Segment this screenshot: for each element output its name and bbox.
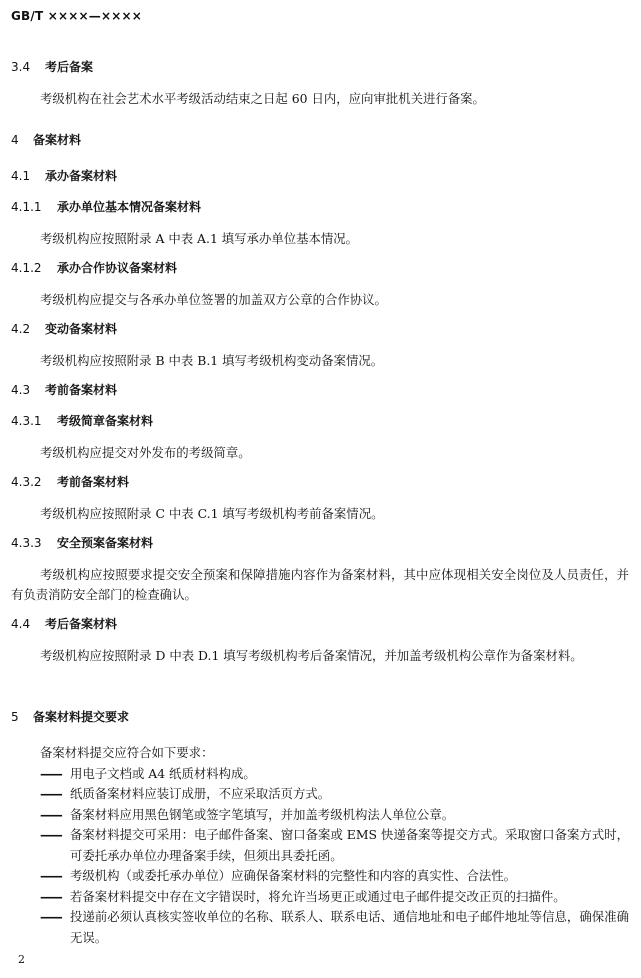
paragraph-change-filing: 考级机构应按照附录 B 中表 B.1 填写考级机构变动备案情况。: [40, 353, 384, 368]
dash-bullet: ——: [40, 909, 61, 924]
section-number: 4.3.2: [11, 475, 42, 489]
dash-bullet: ——: [40, 806, 61, 822]
section-heading-4-3-3: [11, 536, 153, 550]
section-number: 4.1.1: [11, 200, 42, 214]
section-number: 4.1.2: [11, 261, 42, 275]
section-heading-4-2: [11, 322, 117, 336]
section-heading-4-3-2: [11, 475, 129, 489]
section-number: 4.4: [11, 617, 31, 631]
dash-bullet: ——: [40, 786, 61, 801]
paragraph-safety-plan: 考级机构应按照要求提交安全预案和保障措施内容作为备案材料，其中应体现相关安全岗位及人员责任，并有负责消防安全部门的检查确认。: [11, 567, 629, 602]
list-item-text: 纸质备案材料应装订成册，不应采取活页方式。: [70, 786, 331, 801]
list-item: [11, 784, 629, 805]
paragraph-pre-exam-filing: 考级机构应按照附录 C 中表 C.1 填写考级机构考前备案情况。: [40, 506, 384, 521]
dash-bullet: ——: [40, 888, 61, 904]
list-item: [11, 907, 629, 948]
section-number: 4.3.1: [11, 414, 42, 428]
requirements-intro: 备案材料提交应符合如下要求：: [40, 745, 214, 760]
section-heading-5: [11, 710, 129, 724]
list-item: [11, 866, 629, 887]
list-item-text: 投递前必须认真核实签收单位的名称、联系人、联系电话、通信地址和电子邮件地址等信息，确保准确无误。: [70, 909, 629, 945]
paragraph-host-unit-info: 考级机构应按照附录 A 中表 A.1 填写承办单位基本情况。: [40, 231, 359, 246]
section-heading-3-4: [11, 60, 93, 74]
section-number: 4.3.3: [11, 536, 42, 550]
section-title: 考级简章备案材料: [57, 414, 154, 428]
dash-bullet: ——: [40, 765, 61, 781]
section-heading-4-3: [11, 383, 117, 397]
page-number: 2: [18, 953, 25, 966]
section-title: 考后备案: [45, 60, 94, 74]
section-title: 安全预案备案材料: [57, 536, 154, 550]
section-title: 考前备案材料: [45, 383, 118, 397]
list-item-text: 若备案材料提交中存在文字错误时，将允许当场更正或通过电子邮件提交改正页的扫描件。: [70, 888, 566, 904]
section-heading-4-3-1: [11, 414, 153, 428]
list-item: [11, 805, 629, 826]
section-title: 考后备案材料: [45, 617, 118, 631]
list-item: [11, 825, 629, 866]
paragraph-post-exam-filing: 考级机构在社会艺术水平考级活动结束之日起 60 日内，应向审批机关进行备案。: [40, 91, 485, 106]
section-number: 4.1: [11, 169, 31, 183]
section-title: 考前备案材料: [57, 475, 130, 489]
paragraph-post-exam-materials: 考级机构应按照附录 D 中表 D.1 填写考级机构考后备案情况，并加盖考级机构公章作为备案材料。: [40, 648, 583, 663]
paragraph-exam-brochure: 考级机构应提交对外发布的考级简章。: [40, 445, 251, 460]
section-title: 变动备案材料: [45, 322, 118, 336]
section-title: 承办合作协议备案材料: [57, 261, 178, 275]
section-title: 承办备案材料: [45, 169, 118, 183]
section-heading-4-1-1: [11, 200, 201, 214]
section-heading-4-1-2: [11, 261, 177, 275]
requirements-list: [11, 743, 629, 948]
section-title: 承办单位基本情况备案材料: [57, 200, 202, 214]
document-code-header: GB/T ××××—××××: [11, 9, 142, 23]
list-item-text: 备案材料应用黑色钢笔或签字笔填写，并加盖考级机构法人单位公章。: [70, 806, 455, 822]
dash-bullet: ——: [40, 868, 61, 883]
section-heading-4-4: [11, 617, 117, 631]
dash-bullet: ——: [40, 827, 61, 842]
section-title: 备案材料提交要求: [33, 710, 130, 724]
section-number: 5: [11, 710, 19, 724]
section-heading-4-1: [11, 169, 117, 183]
section-number: 4.3: [11, 383, 31, 397]
list-item-text: 用电子文档或 A4 纸质材料构成。: [70, 765, 256, 781]
list-item: [11, 764, 629, 785]
section-number: 3.4: [11, 60, 31, 74]
list-item: [11, 887, 629, 908]
section-number: 4.2: [11, 322, 31, 336]
list-item-text: 备案材料提交可采用：电子邮件备案、窗口备案或 EMS 快递备案等提交方式。采取窗口备案方式时，可委托承办单位办理备案手续，但须出具委托函。: [70, 827, 629, 863]
section-heading-4: [11, 133, 81, 147]
section-title: 备案材料: [33, 133, 82, 147]
list-item-text: 考级机构（或委托承办单位）应确保备案材料的完整性和内容的真实性、合法性。: [70, 868, 517, 883]
paragraph-cooperation-agreement: 考级机构应提交与各承办单位签署的加盖双方公章的合作协议。: [40, 292, 387, 307]
section-number: 4: [11, 133, 19, 147]
